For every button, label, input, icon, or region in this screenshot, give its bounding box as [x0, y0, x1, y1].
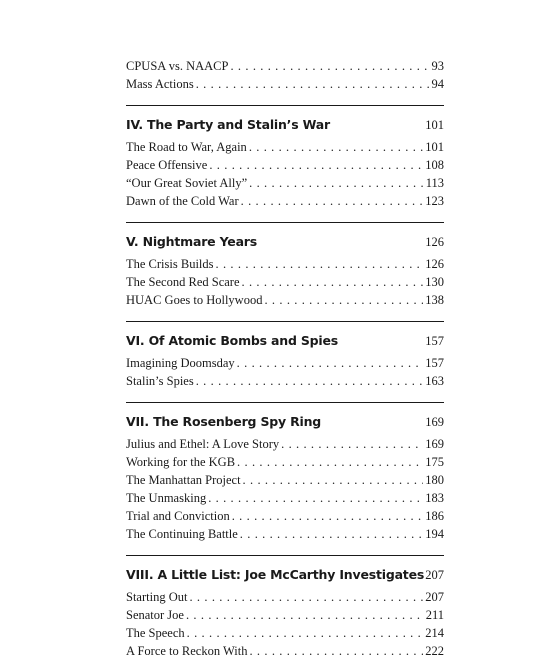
chapter-page-number: 101: [425, 118, 444, 132]
entry-title: The Manhattan Project: [126, 473, 241, 487]
toc-entry[interactable]: [126, 356, 444, 374]
entry-title: HUAC Goes to Hollywood: [126, 293, 263, 307]
dot-leader: [230, 59, 429, 74]
toc-section: [126, 402, 444, 545]
toc-section: [126, 321, 444, 392]
toc-entry[interactable]: [126, 491, 444, 509]
entry-title: The Crisis Builds: [126, 257, 214, 271]
dot-leader: [237, 356, 424, 371]
entry-title: The Speech: [126, 626, 185, 640]
entry-page-number: 126: [425, 257, 444, 271]
toc-entry[interactable]: [126, 59, 444, 77]
entry-page-number: 194: [425, 527, 444, 541]
dot-leader: [216, 257, 424, 272]
entry-page-number: 113: [425, 176, 444, 190]
entry-title: Mass Actions: [126, 77, 194, 91]
toc-entry[interactable]: [126, 140, 444, 158]
chapter-title: VI. Of Atomic Bombs and Spies: [126, 333, 339, 348]
entry-page-number: 93: [431, 59, 444, 73]
entry-page-number: 123: [425, 194, 444, 208]
dot-leader: [237, 455, 423, 470]
toc-entry[interactable]: [126, 473, 444, 491]
dot-leader: [209, 158, 423, 173]
entry-page-number: 130: [425, 275, 444, 289]
toc-entry[interactable]: [126, 176, 444, 194]
toc-section: [126, 555, 444, 662]
entry-page-number: 101: [425, 140, 444, 154]
toc-entry[interactable]: [126, 257, 444, 275]
toc-entry[interactable]: [126, 275, 444, 293]
entry-title: Stalin’s Spies: [126, 374, 194, 388]
dot-leader: [240, 527, 423, 542]
chapter-title: IV. The Party and Stalin’s War: [126, 117, 330, 132]
toc-entry[interactable]: [126, 509, 444, 527]
toc-section: [126, 59, 444, 95]
entry-page-number: 180: [425, 473, 444, 487]
entry-page-number: 175: [425, 455, 444, 469]
entry-title: The Road to War, Again: [126, 140, 247, 154]
dot-leader: [249, 140, 423, 155]
toc-entry[interactable]: [126, 644, 444, 662]
entry-page-number: 214: [425, 626, 444, 640]
entry-page-number: 138: [425, 293, 444, 307]
chapter-heading: [126, 234, 444, 256]
entry-page-number: 163: [425, 374, 444, 388]
dot-leader: [208, 491, 423, 506]
dot-leader: [186, 608, 424, 623]
entry-title: Imagining Doomsday: [126, 356, 235, 370]
entry-title: The Second Red Scare: [126, 275, 240, 289]
toc-entry[interactable]: [126, 437, 444, 455]
dot-leader: [241, 194, 424, 209]
chapter-heading: [126, 567, 444, 589]
chapter-title: VII. The Rosenberg Spy Ring: [126, 414, 322, 429]
entry-title: The Unmasking: [126, 491, 207, 505]
entry-page-number: 108: [425, 158, 444, 172]
table-of-contents: [126, 59, 444, 662]
dot-leader: [243, 473, 424, 488]
chapter-page-number: 207: [425, 568, 444, 582]
toc-entry[interactable]: [126, 455, 444, 473]
chapter-page-number: 126: [425, 235, 444, 249]
entry-page-number: 186: [425, 509, 444, 523]
entry-title: Senator Joe: [126, 608, 184, 622]
toc-entry[interactable]: [126, 608, 444, 626]
chapter-heading: [126, 333, 444, 355]
dot-leader: [187, 626, 424, 641]
dot-leader: [189, 590, 423, 605]
chapter-title: VIII. A Little List: Joe McCarthy Investigates: [126, 567, 425, 582]
toc-entry[interactable]: [126, 194, 444, 212]
toc-entry[interactable]: [126, 374, 444, 392]
toc-entry[interactable]: [126, 626, 444, 644]
entry-title: The Continuing Battle: [126, 527, 238, 541]
chapter-page-number: 169: [425, 415, 444, 429]
chapter-heading: [126, 117, 444, 139]
entry-title: Peace Offensive: [126, 158, 208, 172]
entry-title: CPUSA vs. NAACP: [126, 59, 229, 73]
entry-title: Julius and Ethel: A Love Story: [126, 437, 280, 451]
entry-page-number: 183: [425, 491, 444, 505]
entry-title: Starting Out: [126, 590, 188, 604]
entry-page-number: 222: [425, 644, 444, 658]
toc-entry[interactable]: [126, 293, 444, 311]
toc-section: [126, 105, 444, 212]
toc-entry[interactable]: [126, 527, 444, 545]
entry-title: Working for the KGB: [126, 455, 236, 469]
entry-title: A Force to Reckon With: [126, 644, 248, 658]
dot-leader: [196, 77, 430, 92]
chapter-title: V. Nightmare Years: [126, 234, 258, 249]
dot-leader: [196, 374, 424, 389]
dot-leader: [264, 293, 423, 308]
dot-leader: [232, 509, 424, 524]
entry-page-number: 211: [425, 608, 444, 622]
chapter-page-number: 157: [425, 334, 444, 348]
dot-leader: [249, 644, 423, 659]
dot-leader: [281, 437, 423, 452]
dot-leader: [242, 275, 424, 290]
entry-page-number: 157: [425, 356, 444, 370]
entry-title: Dawn of the Cold War: [126, 194, 239, 208]
entry-title: Trial and Conviction: [126, 509, 230, 523]
toc-entry[interactable]: [126, 590, 444, 608]
toc-section: [126, 222, 444, 311]
entry-page-number: 207: [425, 590, 444, 604]
entry-page-number: 94: [431, 77, 444, 91]
chapter-heading: [126, 414, 444, 436]
entry-title: “Our Great Soviet Ally”: [126, 176, 248, 190]
toc-entry[interactable]: [126, 158, 444, 176]
entry-page-number: 169: [425, 437, 444, 451]
toc-entry[interactable]: [126, 77, 444, 95]
dot-leader: [249, 176, 424, 191]
